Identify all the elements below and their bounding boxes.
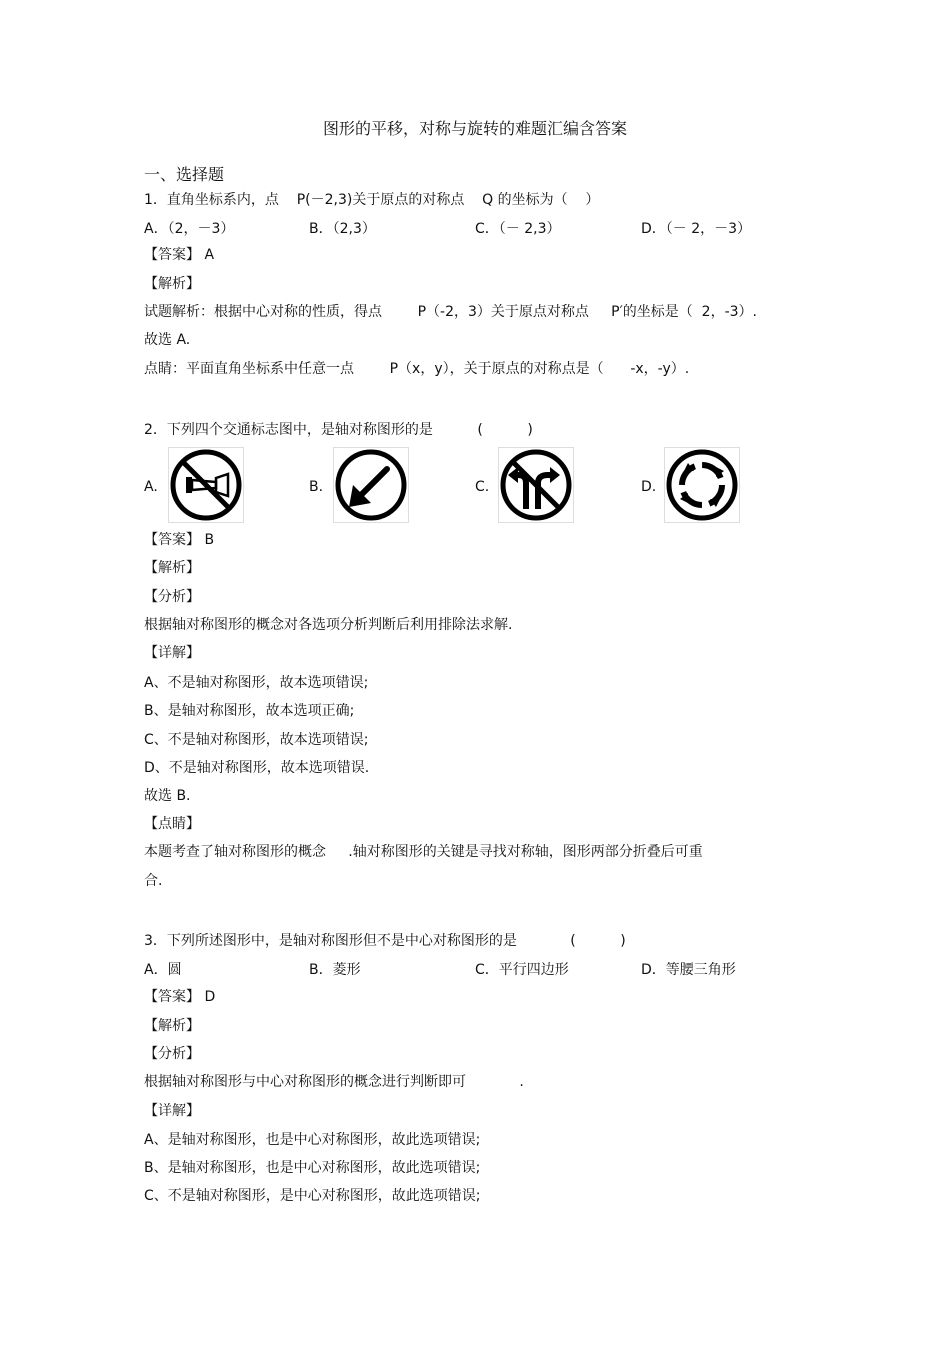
- q3-breakdown-text: 根据轴对称图形与中心对称图形的概念进行判断即可 .: [144, 1074, 524, 1090]
- q2-detail-item-b: B、是轴对称图形，故本选项正确;: [144, 703, 355, 719]
- q2-label-a: A.: [144, 479, 158, 495]
- q1-stem: 1．直角坐标系内，点 P(－2,3)关于原点的对称点 Q 的坐标为（ ）: [144, 192, 600, 208]
- q3-option-d: D．等腰三角形: [641, 962, 736, 978]
- q3-breakdown-label: 【分析】: [144, 1046, 200, 1062]
- q2-answer: 【答案】 B: [144, 532, 215, 548]
- q3-option-c: C．平行四边形: [475, 962, 569, 978]
- q2-analysis-label: 【解析】: [144, 560, 200, 576]
- no-horn-sign-icon: [168, 447, 244, 523]
- q1-conclusion: 故选 A.: [144, 332, 191, 348]
- q2-detail-item-a: A、不是轴对称图形，故本选项错误;: [144, 675, 369, 691]
- q1-option-a: A．（2，－3）: [144, 221, 235, 237]
- q2-detail-item-d: D、不是轴对称图形，故本选项错误.: [144, 760, 370, 776]
- section-heading: 一、选择题: [144, 165, 225, 184]
- q1-option-d: D．（－ 2，－3）: [641, 221, 752, 237]
- q2-label-b: B.: [309, 479, 324, 495]
- document-title: 图形的平移，对称与旋转的难题汇编含答案: [322, 119, 627, 138]
- arrow-down-left-sign-icon: [333, 447, 409, 523]
- q1-analysis-text: 试题解析：根据中心对称的性质，得点 P（-2，3）关于原点对称点 P′的坐标是（ 2，-3）.: [144, 304, 757, 320]
- q2-note-label: 【点睛】: [144, 816, 200, 832]
- q2-conclusion: 故选 B.: [144, 788, 191, 804]
- q2-note-text-cont: 合.: [144, 873, 163, 889]
- q2-label-d: D.: [641, 479, 657, 495]
- q3-stem: 3．下列所述图形中，是轴对称图形但不是中心对称图形的是 ( ): [144, 933, 626, 949]
- q3-detail-item-b: B、是轴对称图形，也是中心对称图形，故此选项错误;: [144, 1160, 481, 1176]
- q2-stem: 2．下列四个交通标志图中，是轴对称图形的是 ( ): [144, 422, 533, 438]
- q1-option-c: C．（－ 2,3）: [475, 221, 561, 237]
- q3-answer: 【答案】 D: [144, 989, 216, 1005]
- q1-option-b: B．（2,3）: [309, 221, 376, 237]
- q2-detail-item-c: C、不是轴对称图形，故本选项错误;: [144, 732, 369, 748]
- q2-label-c: C.: [475, 479, 490, 495]
- q3-detail-item-a: A、是轴对称图形，也是中心对称图形，故此选项错误;: [144, 1132, 481, 1148]
- q1-note: 点睛：平面直角坐标系中任意一点 P（x，y），关于原点的对称点是（ -x，-y）.: [144, 361, 690, 377]
- q2-breakdown-label: 【分析】: [144, 589, 200, 605]
- q3-option-a: A．圆: [144, 962, 182, 978]
- q3-detail-item-c: C、不是轴对称图形，是中心对称图形，故此选项错误;: [144, 1188, 481, 1204]
- q2-breakdown-text: 根据轴对称图形的概念对各选项分析判断后利用排除法求解.: [144, 617, 513, 633]
- q1-answer: 【答案】 A: [144, 247, 215, 263]
- q1-analysis-label: 【解析】: [144, 276, 200, 292]
- q3-option-b: B．菱形: [309, 962, 361, 978]
- q2-detail-label: 【详解】: [144, 645, 200, 661]
- no-turn-sign-icon: [498, 447, 574, 523]
- q2-note-text: 本题考查了轴对称图形的概念 .轴对称图形的关键是寻找对称轴，图形两部分折叠后可重: [144, 844, 703, 860]
- q3-analysis-label: 【解析】: [144, 1018, 200, 1034]
- roundabout-sign-icon: [664, 447, 740, 523]
- q3-detail-label: 【详解】: [144, 1103, 200, 1119]
